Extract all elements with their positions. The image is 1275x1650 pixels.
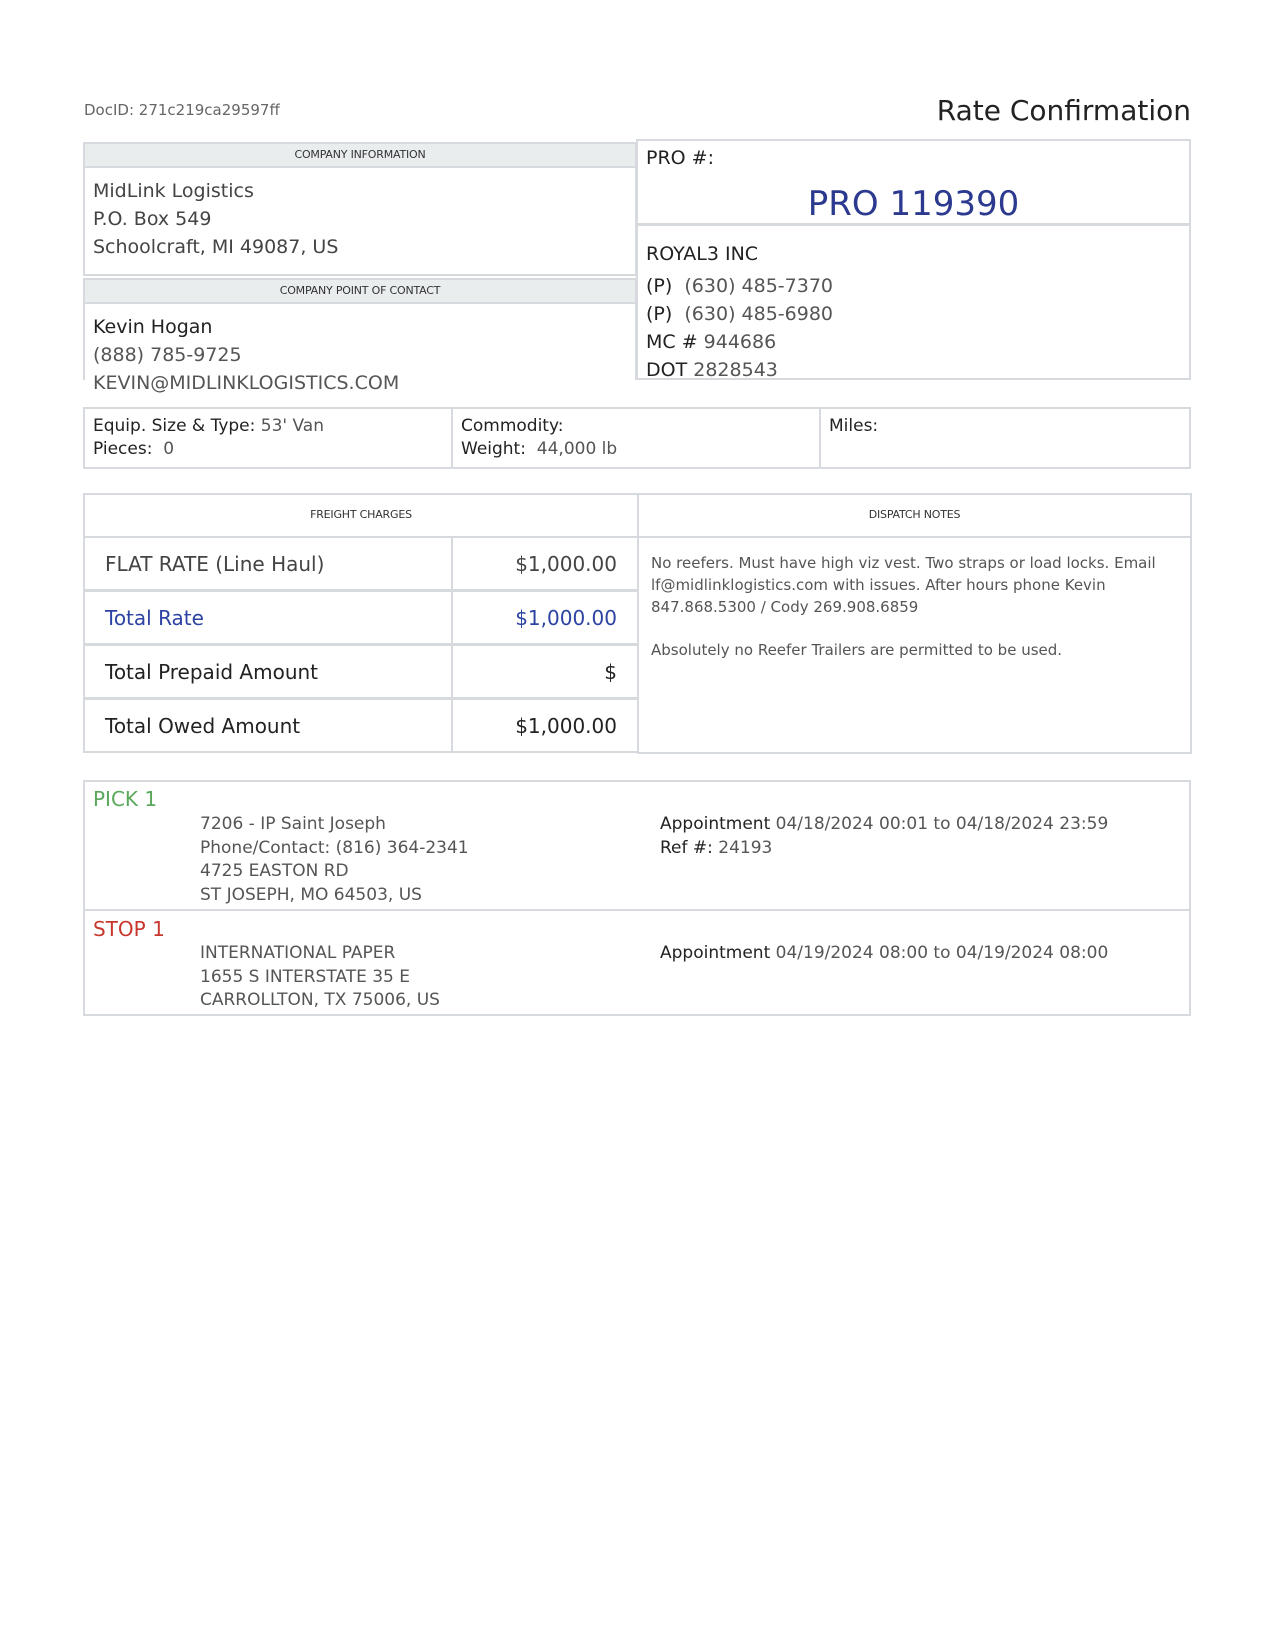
pick-1-title: PICK 1 [93, 787, 158, 811]
stop-1-line: 1655 S INTERSTATE 35 E [200, 966, 411, 987]
commodity-cell [451, 407, 821, 469]
contact-email: KEVIN@MIDLINKLOGISTICS.COM [93, 372, 400, 394]
pick-1-line: ST JOSEPH, MO 64503, US [200, 884, 422, 905]
stop-1-appointment [660, 942, 1108, 966]
stop-1-address [200, 942, 440, 1013]
carrier-dot: 2828543 [693, 359, 778, 381]
pro-label: PRO #: [646, 147, 714, 169]
dispatch-note-1: No reefers. Must have high viz vest. Two straps or load locks. Email lf@midlinklogistics.com with issues. After hours phone Kevin 847.868.5300 / Cody 269.908.6859 [651, 554, 1156, 616]
carrier-name: ROYAL3 INC [646, 243, 759, 265]
company-address-line2: Schoolcraft, MI 49087, US [93, 236, 339, 258]
miles-label: Miles: [829, 416, 879, 436]
pro-number: PRO 119390 [807, 184, 1020, 224]
company-name: MidLink Logistics [93, 180, 254, 202]
carrier-phone2-label: (P) [646, 303, 673, 325]
freight-row-label: Total Owed Amount [105, 714, 301, 738]
contact-phone: (888) 785-9725 [93, 344, 242, 366]
appointment-value: 04/18/2024 00:01 to 04/18/2024 23:59 [775, 814, 1109, 834]
weight-value: 44,000 lb [536, 439, 618, 459]
carrier-mc-label: MC # [646, 331, 698, 353]
stop-1-line: INTERNATIONAL PAPER [200, 943, 396, 963]
dispatch-notes-panel [637, 536, 1192, 754]
freight-row-label: Total Prepaid Amount [105, 660, 319, 684]
company-information-heading: COMPANY INFORMATION [83, 142, 637, 168]
carrier-phone1: (630) 485-7370 [684, 275, 833, 297]
equip-size-type: 53' Van [260, 416, 324, 436]
contact-name: Kevin Hogan [93, 316, 213, 338]
equipment-cell [83, 407, 453, 469]
freight-row-total-prepaid [83, 644, 639, 699]
stops-panel [83, 780, 1191, 1016]
freight-row-amount: $1,000.00 [515, 606, 617, 630]
carrier-dot-label: DOT [646, 359, 688, 381]
company-contact-panel [83, 302, 637, 394]
freight-row-flat-rate [83, 536, 639, 591]
ref-value: 24193 [718, 837, 773, 858]
carrier-phone2: (630) 485-6980 [684, 303, 833, 325]
miles-cell [819, 407, 1191, 469]
company-contact-heading: COMPANY POINT OF CONTACT [83, 278, 637, 304]
pick-1-line: Phone/Contact: (816) 364-2341 [200, 837, 469, 858]
freight-row-amount: $1,000.00 [515, 552, 617, 576]
freight-row-label: FLAT RATE (Line Haul) [105, 552, 325, 576]
freight-row-total-owed [83, 698, 639, 753]
pick-1-line: 7206 - IP Saint Joseph [200, 814, 386, 834]
freight-charges-heading: FREIGHT CHARGES [83, 493, 639, 538]
freight-row-amount: $1,000.00 [515, 714, 617, 738]
stop-1-title: STOP 1 [93, 917, 165, 941]
carrier-phone1-label: (P) [646, 275, 673, 297]
pieces-label: Pieces: [93, 439, 153, 459]
dispatch-note-2: Absolutely no Reefer Trailers are permitted to be used. [651, 641, 1063, 659]
document-title: Rate Confirmation [936, 94, 1191, 127]
appointment-label: Appointment [660, 814, 771, 834]
dispatch-notes-heading: DISPATCH NOTES [637, 493, 1192, 538]
ref-label: Ref #: [660, 837, 713, 858]
weight-label: Weight: [461, 439, 526, 459]
doc-id [84, 101, 280, 119]
carrier-mc: 944686 [703, 331, 777, 353]
carrier-details [646, 240, 833, 384]
pick-1-address [200, 813, 469, 907]
pieces-value: 0 [163, 439, 175, 459]
company-address-line1: P.O. Box 549 [93, 208, 212, 230]
pick-1-appointment [660, 813, 1108, 860]
appointment-value: 04/19/2024 08:00 to 04/19/2024 08:00 [775, 943, 1109, 963]
company-information-panel [83, 166, 637, 276]
commodity-label: Commodity: [461, 416, 564, 436]
pick-1-line: 4725 EASTON RD [200, 861, 349, 881]
doc-id-label: DocID: [84, 101, 135, 119]
doc-id-value: 271c219ca29597ff [138, 101, 280, 119]
stop-1-line: CARROLLTON, TX 75006, US [200, 990, 440, 1010]
appointment-label: Appointment [660, 943, 771, 963]
equip-size-type-label: Equip. Size & Type: [93, 416, 256, 436]
freight-row-label: Total Rate [105, 606, 204, 630]
freight-row-total-rate [83, 590, 639, 645]
freight-row-amount: $ [604, 660, 617, 684]
